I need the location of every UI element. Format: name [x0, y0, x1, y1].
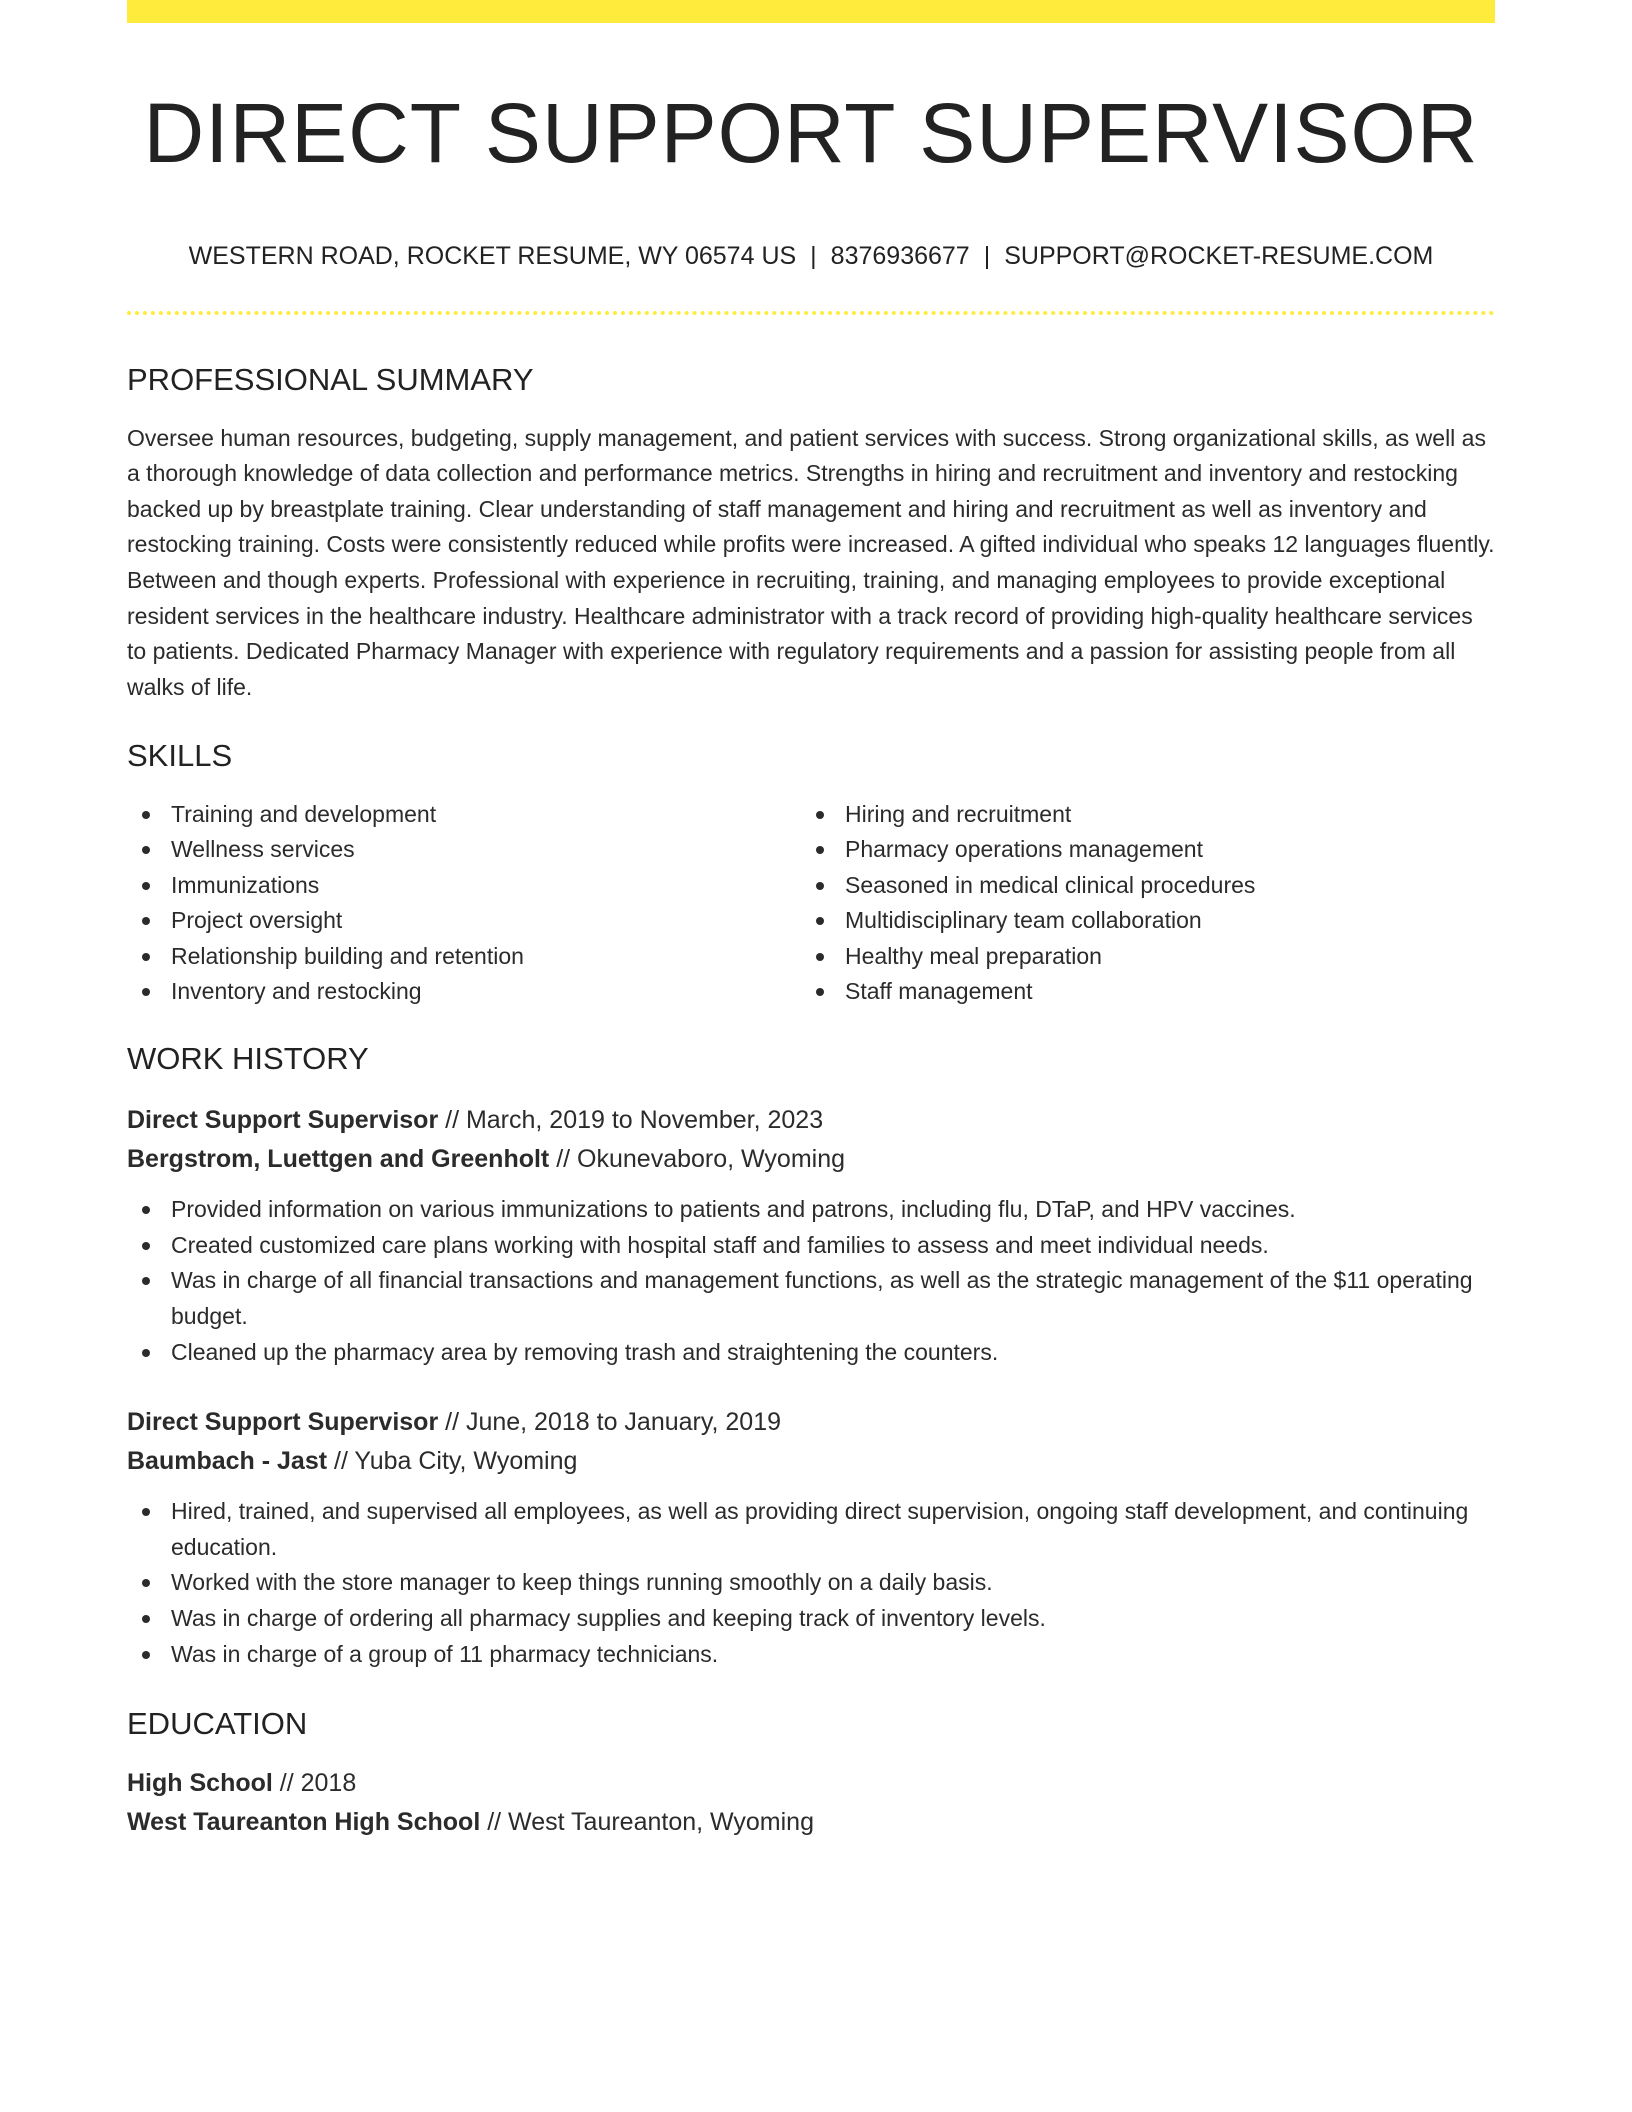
job-bullet: Created customized care plans working with hospital staff and families to assess and meet individual needs. — [127, 1228, 1495, 1264]
resume-page — [127, 0, 1495, 1842]
job-bullet: Provided information on various immunizations to patients and patrons, including flu, DTaP, and HPV vaccines. — [127, 1192, 1495, 1228]
skill-item: Wellness services — [127, 832, 801, 868]
phone: 8376936677 — [830, 242, 970, 271]
address: WESTERN ROAD, ROCKET RESUME, WY 06574 US — [188, 242, 797, 271]
job-role-line — [127, 1101, 1495, 1140]
job-company: Bergstrom, Luettgen and Greenholt — [127, 1145, 550, 1174]
education-degree-line — [127, 1764, 1495, 1803]
page-title: DIRECT SUPPORT SUPERVISOR — [143, 86, 1479, 180]
skill-item: Immunizations — [127, 868, 801, 904]
job-bullet: Was in charge of a group of 11 pharmacy technicians. — [127, 1637, 1495, 1673]
skill-item: Training and development — [127, 797, 801, 833]
job-dates: // March, 2019 to November, 2023 — [438, 1106, 824, 1135]
skills-column-left — [127, 797, 801, 1011]
job-location: // Yuba City, Wyoming — [327, 1447, 578, 1476]
job-location: // Okunevaboro, Wyoming — [549, 1145, 846, 1174]
skill-item: Project oversight — [127, 903, 801, 939]
job-bullets — [127, 1192, 1495, 1370]
job-company-line — [127, 1140, 1495, 1179]
job-bullet: Worked with the store manager to keep things running smoothly on a daily basis. — [127, 1565, 1495, 1601]
job-bullets — [127, 1494, 1495, 1672]
job-bullet: Hired, trained, and supervised all employees, as well as providing direct supervision, ongoing staff development, and continuing education. — [127, 1494, 1495, 1565]
education-year: // 2018 — [272, 1769, 357, 1798]
skill-item: Relationship building and retention — [127, 939, 801, 975]
summary-text: Oversee human resources, budgeting, supply management, and patient services with success. Strong organizational skills, as well as a thorough knowledge of data collection and performance metrics. Strengths in hiring and recruitment and inventory and restocking backed up by breastplate training. Clear understanding of staff management and hiring and recruitment as well as inventory and restocking training. Costs were consistently reduced while profits were increased. A gifted individual who speaks 12 languages fluently. Between and though experts. Professional with experience in recruiting, training, and managing employees to provide exceptional resident services in the healthcare industry. Healthcare administrator with a track record of providing high-quality healthcare services to patients. Dedicated Pharmacy Manager with experience with regulatory requirements and a passion for assisting people from all walks of life. — [127, 424, 1495, 700]
job-role: Direct Support Supervisor — [127, 1106, 439, 1135]
section-title-skills: SKILLS — [127, 738, 233, 774]
skill-item: Seasoned in medical clinical procedures — [801, 868, 1475, 904]
accent-bar — [127, 0, 1495, 23]
skills-column-right — [801, 797, 1475, 1011]
education-school: West Taureanton High School — [127, 1808, 481, 1837]
job-role: Direct Support Supervisor — [127, 1408, 439, 1437]
job-bullet: Was in charge of ordering all pharmacy supplies and keeping track of inventory levels. — [127, 1601, 1495, 1637]
job-role-line — [127, 1403, 1495, 1442]
job-entry — [127, 1101, 1495, 1370]
education-degree: High School — [127, 1769, 273, 1798]
contact-separator: | — [983, 242, 991, 271]
job-company-line — [127, 1442, 1495, 1481]
job-bullet: Was in charge of all financial transactions and management functions, as well as the strategic management of the $11 operating budget. — [127, 1263, 1495, 1334]
education-school-line — [127, 1803, 1495, 1842]
section-title-education: EDUCATION — [127, 1706, 308, 1742]
skills-list — [127, 797, 1495, 1011]
contact-line — [127, 241, 1495, 271]
job-company: Baumbach - Jast — [127, 1447, 328, 1476]
skill-item: Hiring and recruitment — [801, 797, 1475, 833]
job-dates: // June, 2018 to January, 2019 — [438, 1408, 782, 1437]
skill-item: Inventory and restocking — [127, 974, 801, 1010]
section-title-work-history: WORK HISTORY — [127, 1041, 369, 1077]
skill-item: Staff management — [801, 974, 1475, 1010]
skill-item: Pharmacy operations management — [801, 832, 1475, 868]
education-location: // West Taureanton, Wyoming — [480, 1808, 814, 1837]
job-bullet: Cleaned up the pharmacy area by removing trash and straightening the counters. — [127, 1335, 1495, 1371]
contact-separator: | — [810, 242, 817, 271]
job-entry — [127, 1403, 1495, 1672]
section-title-summary: PROFESSIONAL SUMMARY — [127, 362, 534, 398]
education-entry — [127, 1764, 1495, 1842]
skill-item: Multidisciplinary team collaboration — [801, 903, 1475, 939]
dotted-divider — [127, 311, 1495, 315]
skill-item: Healthy meal preparation — [801, 939, 1475, 975]
email-link[interactable]: SUPPORT@ROCKET-RESUME.COM — [1004, 242, 1434, 271]
